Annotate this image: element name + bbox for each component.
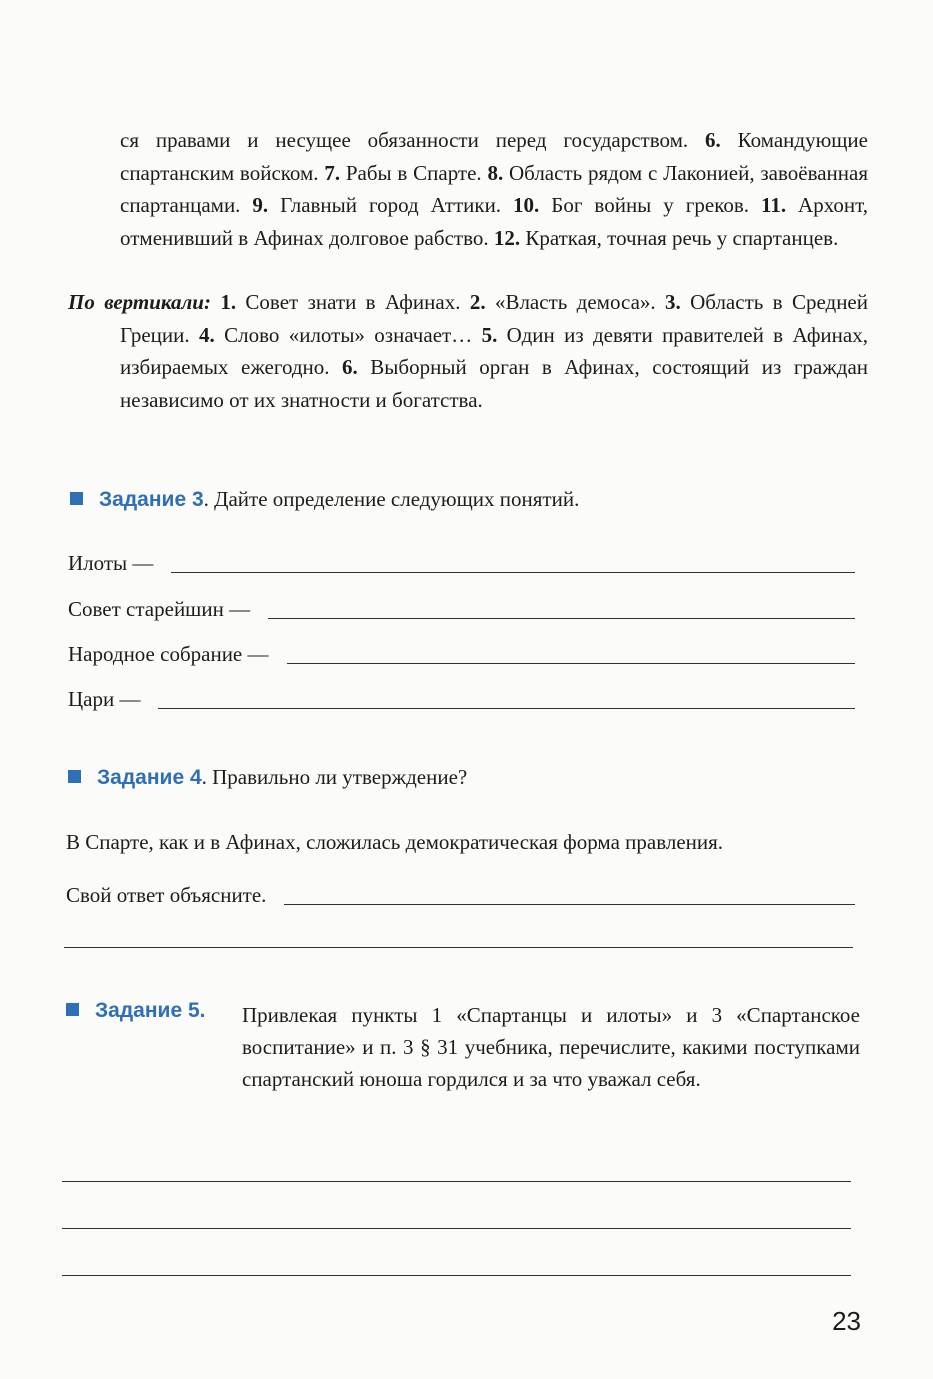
horizontal-clue-number: 7. <box>324 160 341 185</box>
vertical-clue-number: 1. <box>220 290 237 314</box>
vertical-clue-text: Совет знати в Афинах. <box>236 290 470 314</box>
horizontal-clue-text: Краткая, точная речь у спартанцев. <box>520 225 839 250</box>
answer-line[interactable] <box>158 708 855 709</box>
vertical-clue-text: Выборный орган в Афинах, состоящий из граждан независимо от их знатности и богатства. <box>120 355 869 412</box>
answer-line[interactable] <box>268 618 855 619</box>
term-label: Илоты — <box>68 551 154 575</box>
vertical-clue-number: 6. <box>342 355 358 379</box>
vertical-clue-number: 2. <box>469 290 486 314</box>
term-label: Цари — <box>68 687 141 711</box>
task-5-heading <box>66 995 205 1026</box>
horizontal-clue-number: 9. <box>252 193 269 217</box>
task-3-text: . Дайте определение следующих понятий. <box>203 487 580 511</box>
task-3-heading <box>70 484 579 515</box>
task-5-label: Задание 5. <box>95 999 206 1022</box>
vertical-clue-number: 3. <box>665 290 681 314</box>
horizontal-clue-text: Область рядом с Лаконией, завоёванная спартанцами. <box>120 160 868 217</box>
square-bullet-icon <box>68 770 81 783</box>
vertical-clue-text: Область в Средней Греции. <box>120 290 868 347</box>
task-4-label: Задание 4 <box>97 766 202 789</box>
horizontal-clue-text: Архонт, отменивший в Афинах долговое рабство. <box>120 193 869 250</box>
term-label: Совет старейшин — <box>68 597 251 621</box>
answer-line[interactable] <box>62 1228 851 1229</box>
horizontal-clue-number: 11. <box>760 193 787 217</box>
horizontal-clue-number: 10. <box>513 193 540 217</box>
answer-line[interactable] <box>62 1181 851 1182</box>
task-5-text: Привлекая пункты 1 «Спартанцы и илоты» и 3 «Спартанское воспитание» и п. 3 § 31 учебника, перечислите, какими поступками спартанский юноша гордился и за что уважал себя. <box>242 1003 860 1091</box>
vertical-clues <box>68 286 869 416</box>
term-row-helots <box>68 546 855 576</box>
horizontal-clue-text: ся правами и несущее обязанности перед государством. <box>120 128 705 152</box>
term-row-kings <box>68 682 855 712</box>
term-row-elders-council <box>68 592 855 622</box>
square-bullet-icon <box>66 1003 79 1016</box>
square-bullet-icon <box>70 492 83 505</box>
vertical-clue-text: Один из девяти правителей в Афинах, избираемых ежегодно. <box>120 322 868 379</box>
horizontal-clue-number: 6. <box>705 128 721 152</box>
horizontal-clue-text: Рабы в Спарте. <box>340 160 488 185</box>
vertical-clues-lead: По вертикали: <box>68 290 211 314</box>
horizontal-clue-number: 12. <box>493 225 521 250</box>
answer-line[interactable] <box>171 572 855 573</box>
answer-line[interactable] <box>284 904 855 905</box>
term-row-assembly <box>68 637 855 667</box>
horizontal-clue-text: Командующие спартанским войском. <box>120 128 868 185</box>
task-4-statement: В Спарте, как и в Афинах, сложилась демократическая форма правления. <box>66 830 724 854</box>
task-4-heading <box>68 762 467 793</box>
horizontal-clues <box>120 124 868 254</box>
vertical-clue-number: 5. <box>481 322 498 347</box>
answer-line[interactable] <box>62 1275 851 1276</box>
horizontal-clue-number: 8. <box>487 160 504 185</box>
answer-line[interactable] <box>64 947 853 948</box>
answer-line[interactable] <box>287 663 855 664</box>
explain-row <box>66 878 855 908</box>
task-4-text: . Правильно ли утверждение? <box>201 765 468 789</box>
vertical-clue-text: Слово «илоты» означает… <box>214 322 482 347</box>
vertical-clue-text: «Власть демоса». <box>485 290 666 314</box>
vertical-clue-number: 4. <box>198 322 215 347</box>
horizontal-clue-text: Главный город Аттики. <box>268 193 514 217</box>
horizontal-clue-text: Бог войны у греков. <box>539 193 761 217</box>
page-number: 23 <box>832 1306 861 1336</box>
explain-label: Свой ответ объясните. <box>66 883 267 907</box>
term-label: Народное собрание — <box>68 642 269 666</box>
task-3-label: Задание 3 <box>99 488 204 511</box>
